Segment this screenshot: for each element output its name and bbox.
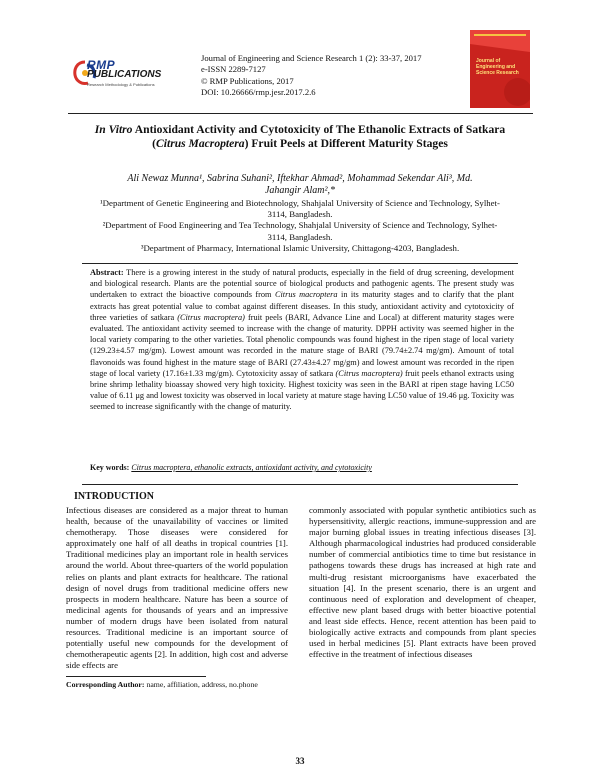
publisher-logo (73, 58, 173, 90)
affiliation-2: ²Department of Food Engineering and Tea Technology, Shahjalal University of Science and Technology, Sylhet-3114, Bangladesh. (102, 220, 498, 242)
footnote-value: name, affiliation, address, no.phone (144, 680, 258, 689)
logo-subtext: PUBLICATIONS (87, 69, 162, 80)
affiliation-3: ³Department of Pharmacy, International Islamic University, Chittagong-4203, Bangladesh. (140, 242, 460, 253)
paper-title (60, 123, 540, 151)
body-column-left: Infectious diseases are considered as a major threat to human health, because of the unavailability of vaccines or limited chemotherapy. Those diseases were considered for approximately one half of all deaths in tropical countries [1]. Traditional medicines play an important role in health services around the world. About three-quarters of the world population relies on plants and plant extracts for healthcare. The rational design of novel drugs from traditional medicine offers new prospects in modern healthcare. Nature has been a source of medicinal agents for thousands of years and an impressive number of modern drugs have been isolated from natural resources. Traditional medicine is an important source of potentially useful new compounds for the development of chemotherapeutic agents [2]. In addition, high cost and adverse side effects are (66, 505, 288, 671)
logo-text: RMP (87, 58, 116, 72)
abstract-text-1: There is a growing interest in the study of natural products, especially in the field of drug screening, development and biological research. Plants are the potential source of biological products and pathogenic agents. The present study was undertaken to extract the bioactive compounds from (90, 268, 514, 300)
title-italic-lead: In Vitro (94, 123, 133, 136)
title-open-paren: ( (152, 137, 157, 150)
abstract-species-3: (Citrus macroptera) (335, 368, 403, 378)
authors-line-2: Jahangir Alam²,* (264, 184, 336, 196)
abstract-text-2: in its maturity stages and to clarify that the plant extracts has great potential value to combat against different diseases. In this study, antioxidant activity and cytotoxicity of three varieties of satkara (90, 290, 514, 322)
abstract-text-3: fruit peels (BARI, Advance Line and Local) at different maturity stages were evaluated. The antioxidant activity seemed to increase with the change of maturity. DPPH activity was seemed higher in the local variety comparing to the other varieties. Total phenolic compounds was found highest in the ripen stage of local variety (129.23±4.57 mg/gm). Lowest amount was recorded in the mature stage of BARI (79.74±2.74 mg/gm). Amount of total flavonoids was found highest in the mature stage of BARI (27.43±4.27 mg/gm) and lowest amount was recorded in the ripen stage of local variety (17.16±1.33 mg/gm). Cytotoxicity assay of satkara (90, 312, 514, 378)
journal-cover-thumbnail (470, 30, 530, 108)
abstract-species-1: Citrus macroptera (274, 290, 338, 300)
cover-title: Journal of Engineering and Science Research (476, 58, 519, 76)
author-list (60, 173, 540, 196)
journal-info (201, 53, 451, 99)
header-divider (68, 113, 533, 114)
journal-citation: Journal of Engineering and Science Research 1 (2): 33-37, 2017 (201, 53, 422, 63)
abstract-species-2: (Citrus macroptera) (177, 312, 245, 322)
authors-line-1: Ali Newaz Munna¹, Sabrina Suhani², Iftekhar Ahmad², Mohammad Sekendar Ali³, Md. (127, 173, 473, 184)
corresponding-author-footnote (66, 680, 258, 689)
abstract-text-4: fruit peels ethanol extracts using brine shrimp lethality bioassay showed very high toxicity. Highest toxicity was seen in the BARI at ripen stage having LC50 value of 6.11 μg and lowest toxicity was observed in local variety at mature stage having LC50 value of 19.46 μg. Toxicity was seemed to increase significantly with the change of maturity. (90, 368, 514, 412)
keywords (90, 463, 514, 472)
journal-issn: e-ISSN 2289-7127 (201, 64, 266, 75)
body-column-right: commonly associated with popular synthetic antibiotics such as hypersensitivity, allergic reactions, immune-suppression and are major burning global issues in treating infectious diseases [3]. Although pharmacological industries had produced considerable number of commercial antibiotics time to time but resistance in pathogens towards these drugs has increased at high rate and multi-drug resistant microorganisms have exacerbated the situation [4]. In the present scenario, there is an urgent and continuous need of exploration and development of cheaper, effective new plant based drugs with better bioactive potential and least side effects. Hence, recent attention has been paid to biologically active extracts and compounds from plant species used in herbal medicines [5]. Plant extracts have been proved effective in the treatment of infectious diseases (309, 505, 536, 660)
footnote-label: Corresponding Author: (66, 680, 145, 689)
title-line1: Antioxidant Activity and Cytotoxicity of The Ethanolic Extracts of Satkara (132, 123, 506, 136)
title-line2: ) Fruit Peels at Different Maturity Stages (244, 137, 448, 150)
journal-copyright: © RMP Publications, 2017 (201, 75, 294, 86)
abstract-label: Abstract: (90, 268, 124, 277)
page-number: 33 (295, 756, 305, 766)
abstract (90, 267, 514, 413)
section-heading-introduction: INTRODUCTION (74, 491, 155, 502)
keywords-value: Citrus macroptera, ethanolic extracts, antioxidant activity, and cytotoxicity (131, 463, 372, 472)
footnote-divider (66, 676, 206, 677)
logo-tagline: Research Methodology & Publications (87, 82, 155, 87)
affiliation-1: ¹Department of Genetic Engineering and Biotechnology, Shahjalal University of Science and Technology, Sylhet-3114, Bangladesh. (100, 198, 500, 220)
keywords-label: Key words: (90, 463, 130, 472)
journal-doi[interactable]: DOI: 10.26666/rmp.jesr.2017.2.6 (201, 87, 316, 98)
affiliations (98, 198, 502, 254)
title-species: Citrus Macroptera (156, 137, 245, 150)
